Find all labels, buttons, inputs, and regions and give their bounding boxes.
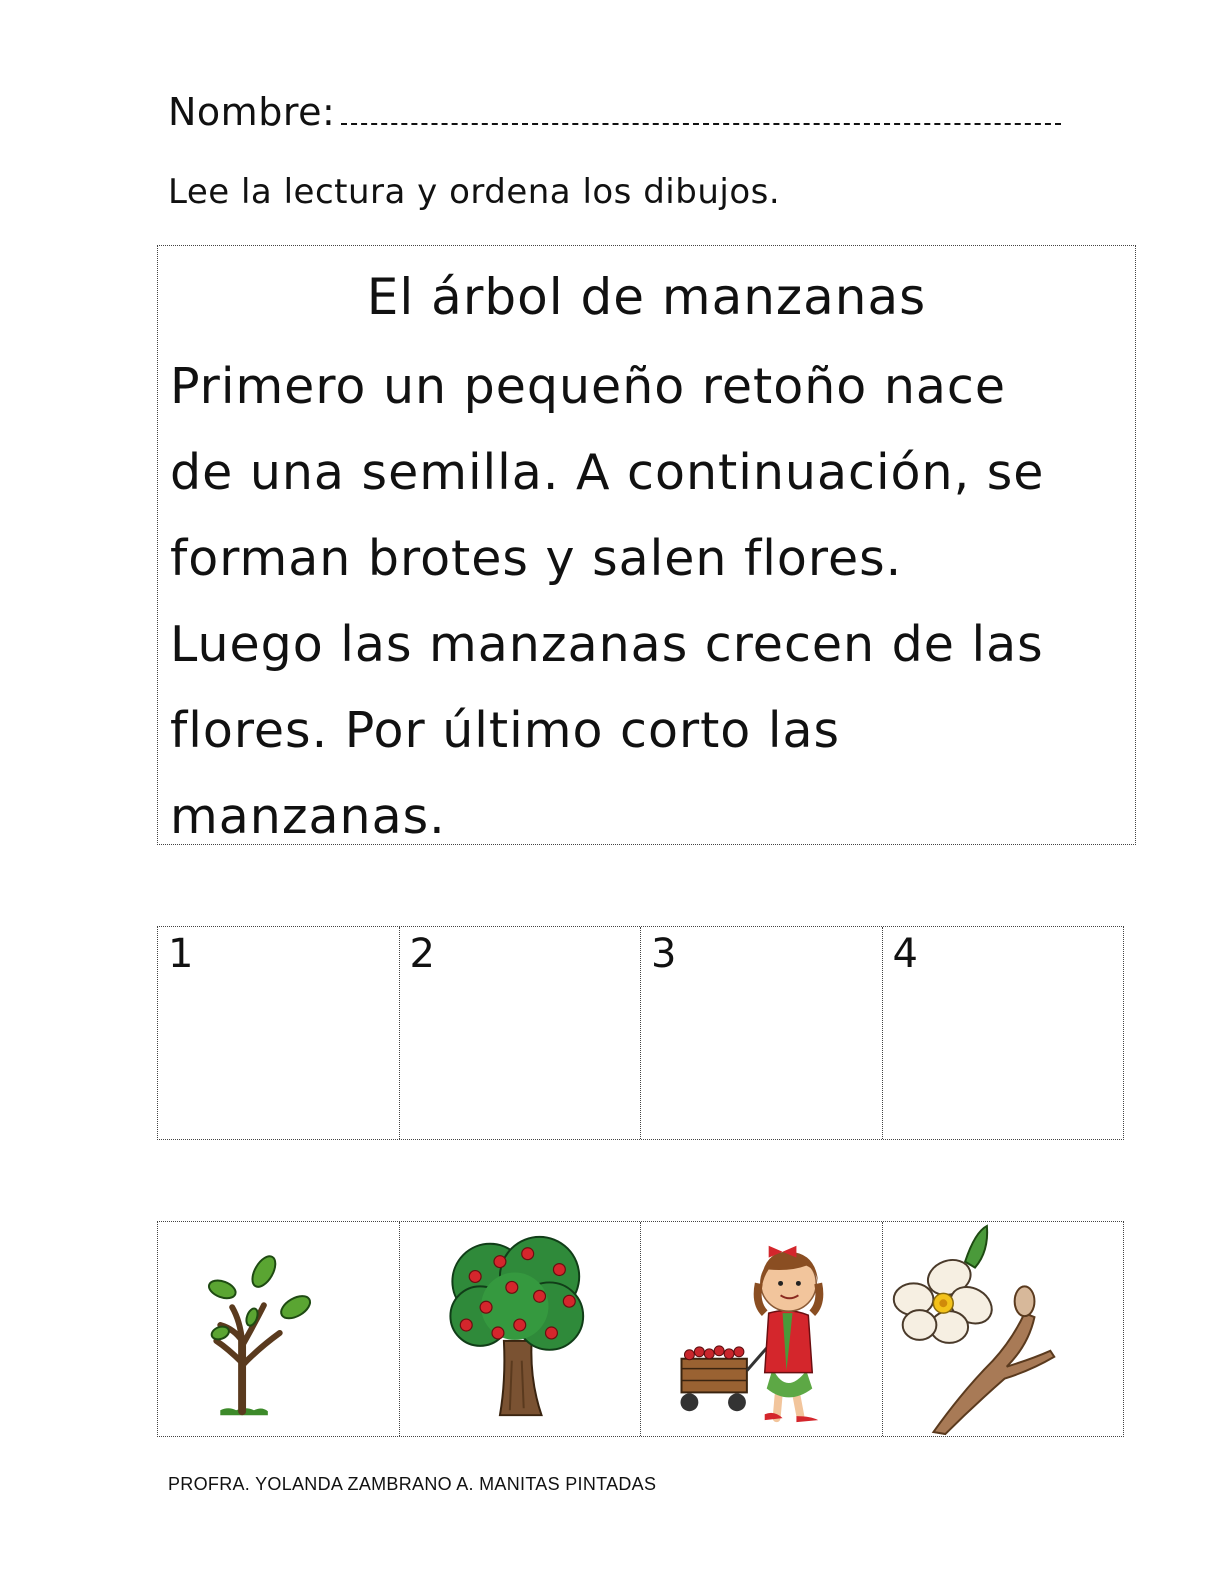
picture-cell-apple-blossom[interactable] xyxy=(883,1222,1124,1436)
order-number: 1 xyxy=(168,931,194,977)
picture-grid xyxy=(157,1221,1124,1437)
reading-line: manzanas. xyxy=(170,788,446,845)
picture-cell-apple-tree[interactable] xyxy=(400,1222,642,1436)
apple-tree-icon xyxy=(400,1222,641,1436)
order-number: 2 xyxy=(409,931,435,977)
reading-title: El árbol de manzanas xyxy=(366,268,927,326)
apple-blossom-icon xyxy=(883,1222,1124,1436)
reading-line: Luego las manzanas crecen de las xyxy=(170,616,1044,673)
reading-line: Primero un pequeño retoño nace xyxy=(170,358,1006,415)
order-box-4[interactable] xyxy=(883,927,1124,1139)
order-box-3[interactable] xyxy=(641,927,883,1139)
picture-cell-sapling[interactable] xyxy=(158,1222,400,1436)
order-number: 3 xyxy=(651,931,677,977)
reading-line: flores. Por último corto las xyxy=(170,702,841,759)
sapling-icon xyxy=(158,1222,399,1436)
picture-cell-girl-wagon[interactable] xyxy=(641,1222,883,1436)
order-grid xyxy=(157,926,1124,1140)
reading-box xyxy=(157,245,1136,845)
girl-with-wagon-icon xyxy=(641,1222,882,1436)
name-blank-field[interactable] xyxy=(341,93,1061,125)
order-box-1[interactable] xyxy=(158,927,400,1139)
reading-line: forman brotes y salen flores. xyxy=(170,530,903,587)
instruction: Lee la lectura y ordena los dibujos. xyxy=(168,172,781,212)
footer-credit: PROFRA. YOLANDA ZAMBRANO A. MANITAS PINTADAS xyxy=(168,1474,657,1494)
order-number: 4 xyxy=(892,931,918,977)
reading-body xyxy=(170,344,1125,860)
reading-line: de una semilla. A continuación, se xyxy=(170,444,1045,501)
order-box-2[interactable] xyxy=(400,927,642,1139)
name-line xyxy=(168,90,1061,134)
name-label: Nombre: xyxy=(168,90,336,134)
